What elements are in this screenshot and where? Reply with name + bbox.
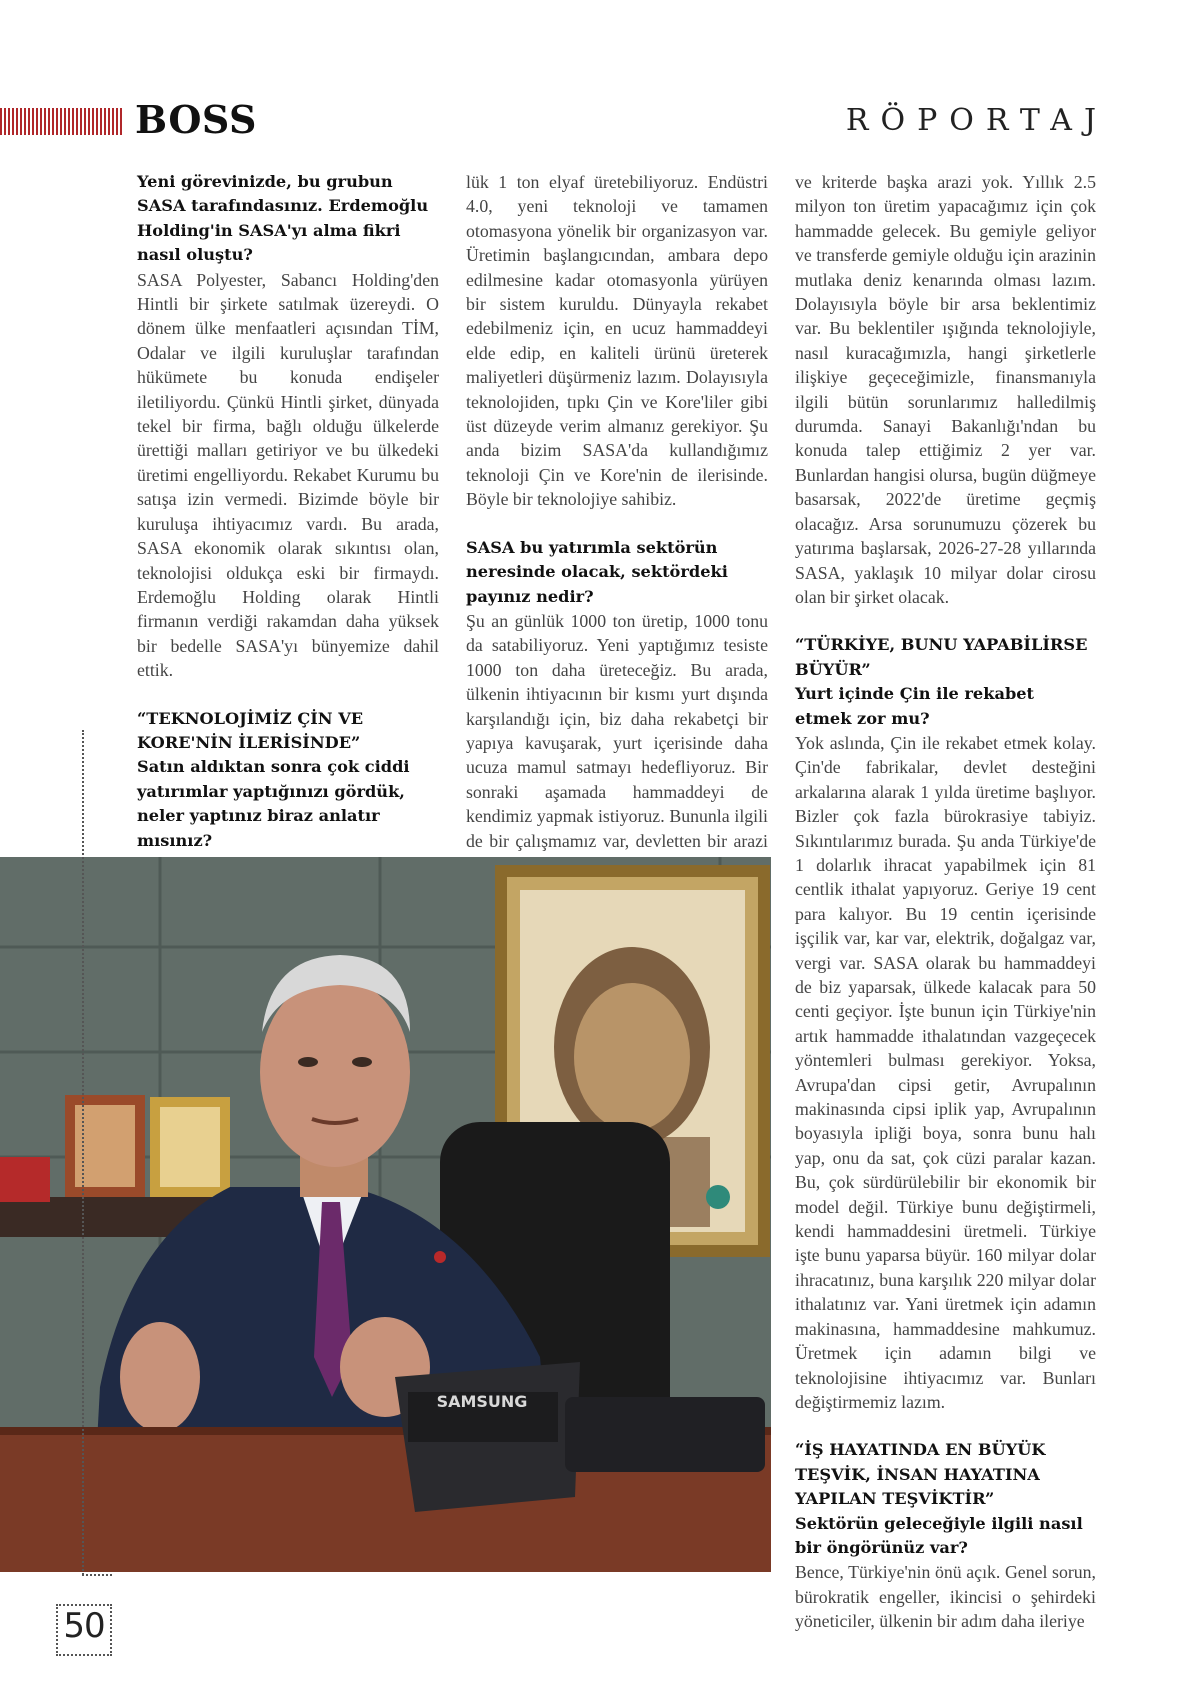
margin-dotted-connector [82, 1574, 112, 1576]
section-heading: “TEKNOLOJİMİZ ÇİN VE KORE'NİN İLERİSİNDE” [137, 708, 364, 752]
interview-question: Yeni görevinizde, bu grubun SASA tarafındasınız. Erdemoğlu Holding'in SASA'yı alma fikri nasıl oluştu? [137, 172, 429, 265]
interview-question: Yurt içinde Çin ile rekabet etmek zor mu? [795, 684, 1035, 728]
section-heading: “TÜRKİYE, BUNU YAPABİLİRSE BÜYÜR” [795, 635, 1088, 679]
page-number: 50 [63, 1606, 105, 1646]
body-paragraph: lük 1 ton elyaf üretebiliyoruz. Endüstri 4.0, yeni teknoloji ve tamamen otomasyona yönelik bir organizasyon var. Üretimin başlangıcından, ambara depo edilmesine kadar otomasyonla yürüyen bir sistem kuruldu. Dünyayla rekabet edebilmeniz için, en ucuz hammaddeyi elde edip, en kaliteli ürünü üreterek maliyetleri düşürmeniz lazım. Dolayısıyla teknolojiden, tıpkı Çin ve Kore'liler gibi üst düzeyde verim almanız gerekiyor. Şu anda bizim SASA'da kullandığımız teknoloji Çin ve Kore'nin de ilerisinde. Böyle bir teknolojiye sahibiz. [466, 172, 768, 510]
paragraph-gap [795, 609, 1096, 633]
section-title: RÖPORTAJ [845, 103, 1108, 138]
paragraph-gap [466, 512, 768, 536]
left-hand [120, 1322, 200, 1432]
body-paragraph: ve kriterde başka arazi yok. Yıllık 2.5 milyon ton üretim yapacağımız için çok hammadde gelecek. Bu gemiyle geliyor ve transferde gemiyle olduğu için arazinin mutlaka deniz kenarında olması lazım. Dolayısıyla böyle bir arsa beklentimiz var. Bu beklentiler ışığında teknolojiyle, nasıl kuracağımızla, hangi şirketlerle ilişkiye geçeceğimizle, finansmanıyla ilgili bütün sorunlarımız halledilmiş durumda. Sanayi Bakanlığı'ndan bu konuda talep ettiğimiz 2 yer var. Bunlardan hangisi olursa, bugün düğmeye basarsak, 2022'de üretime geçmiş olacağız. Arsa sorunumuzu çözerek bu yatırıma başlarsak, 2026-27-28 yıllarında SASA, yaklaşık 10 milyar dolar cirosu olan bir şirket olacak. [795, 172, 1096, 607]
interview-question: Sektörün geleceğiyle ilgili nasıl bir öngörünüz var? [795, 1513, 1083, 1557]
text-column-2 [466, 170, 768, 902]
section-heading: “İŞ HAYATINDA EN BÜYÜK TEŞVİK, İNSAN HAYATINA YAPILAN TEŞVİKTİR” [795, 1440, 1046, 1509]
body-paragraph: SASA Polyester, Sabancı Holding'den Hintli bir şirkete satılmak üzereydi. O dönem ülke menfaatleri açısından TİM, Odalar ve ilgili kuruluşlar tarafından hükümete bu konuda endişeler iletiliyordu. Çünkü Hintli şirket, dünyada tekel bir firma, bağlı olduğu ülkelerde ürettiği malları getiriyor ve bu ülkedeki üretimi engelliyordu. Rekabet Kurumu bu satışa izin vermedi. Bizimde böyle bir kuruluşa ihtiyacımız vardı. Bu arada, SASA ekonomik olarak sıkıntısı olan, teknolojisi oldukça eski bir firmaydı. Erdemoğlu Holding olarak Hintli firmanın verdiği rakamdan daha yüksek bir bedelle SASA'yı bünyemize dahil ettik. [137, 269, 439, 681]
interview-question: Satın aldıktan sonra çok ciddi yatırımlar yaptığınızı gördük, neler yaptınız biraz anlatır mısınız? [137, 757, 410, 850]
phone-brand: SAMSUNG [436, 1392, 528, 1411]
masthead-stripes [0, 108, 122, 135]
text-column-1 [137, 170, 439, 926]
man-face [260, 977, 410, 1167]
paragraph-gap [137, 683, 439, 707]
interview-photo [0, 857, 771, 1572]
body-paragraph: Şu an günlük 1000 ton üretip, 1000 tonu da satabiliyoruz. Yeni yaptığımız tesiste 1000 ton daha üreteceğiz. Bu arada, ülkenin ihtiyacının bir kısmı yurt dışında karşılandığı için, biz daha rekabetçi bir yapıya kavuşarak, yurt içerisinde daha ucuza mamul satmayı hedefliyoruz. Bir sonraki aşamada hammaddeyi de kendimiz yapmak istiyoruz. Bununla ilgili de bir çalışmamız var, devletten bir arazi [466, 610, 768, 851]
paragraph-gap [795, 1414, 1096, 1438]
body-paragraph: Yok aslında, Çin ile rekabet etmek kolay. Çin'de fabrikalar, devlet desteğini arkalarına alarak 1 yılda üretime başlıyor. Bizler çok fazla bürokrasiye tabiyiz. Sıkıntılarımız burada. Şu anda Türkiye'de 1 dolarlık ihracat yapabilmek için 81 centlik ithalat yapıyoruz. Geriye 19 cent para kalıyor. Bu 19 centin içerisinde işçilik var, kar var, elektrik, doğalgaz var, vergi var. SASA olarak bu hammaddeyi de biz yaparsak, ülkede kalacak para 50 centi geçiyor. İşte bunun için Türkiye'nin artık hammadde ithalatından vazgeçecek yöntemleri bulması gerekiyor. Yoksa, Avrupa'dan cipsi getir, Avrupalının makinasında cipsi iplik yap, Avrupalının boyasıyla ipliği boya, sonra bunu halı yap, onu da sat, çok cüzi paralar kazan. Bu, çok sürdürülebilir bir ekonomik bir model değil. Türkiye bunu değiştirmeli, kendi hammaddesini üretmeli. Türkiye işte bunu yaparsa büyür. 160 milyar dolar ihracatınız, buna karşılık 220 milyar dolar ithalatınız var. Yani üretmek için adamın makinasına, hammaddesine mahkumuz. Üretmek için adamın bilgi ve teknolojisine ihtiyacımız var. Bunları değiştirmemiz lazım. [795, 732, 1096, 1412]
margin-dotted-line [82, 730, 84, 1575]
text-column-3 [795, 170, 1096, 1634]
magazine-logo: BOSS [135, 97, 257, 142]
interview-question: SASA bu yatırımla sektörün neresinde olacak, sektördeki payınız nedir? [466, 537, 728, 606]
body-paragraph: Bence, Türkiye'nin önü açık. Genel sorun, bürokratik engeller, ikincisi o şehirdeki yöneticiler, ülkenin bir adım daha ileriye [795, 1562, 1096, 1632]
